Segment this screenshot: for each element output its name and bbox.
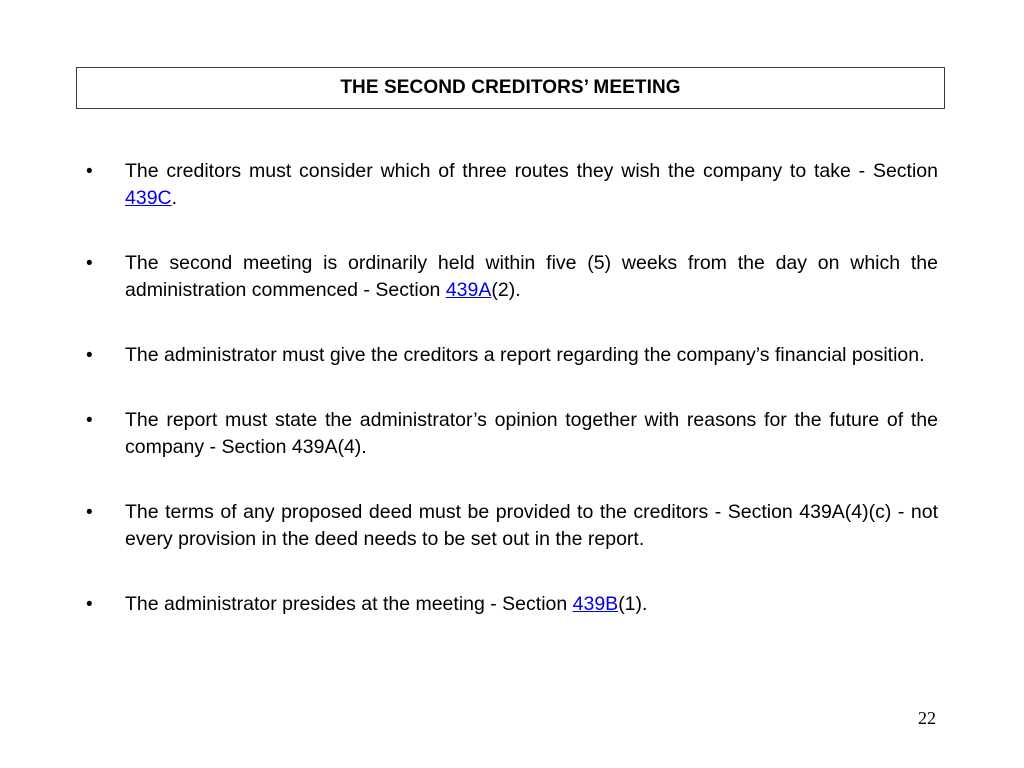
bullet-marker: • <box>86 253 93 274</box>
bullet-marker: • <box>86 410 93 431</box>
bullet-text-1-tail: . <box>171 187 178 209</box>
section-439b-link[interactable]: 439B <box>572 593 619 615</box>
bullet-item-3 <box>86 342 938 369</box>
bullet-list <box>86 158 938 656</box>
bullet-text-2-main: The second meeting is ordinarily held within five (5) weeks from the day on which the administration commenced - Section <box>125 252 938 301</box>
bullet-item-6 <box>86 591 938 618</box>
title-box <box>76 67 945 109</box>
bullet-item-4 <box>86 407 938 461</box>
section-439c-link[interactable]: 439C <box>125 187 172 209</box>
page-number: 22 <box>918 708 936 728</box>
bullet-marker: • <box>86 345 93 366</box>
slide-title: THE SECOND CREDITORS’ MEETING <box>340 77 681 98</box>
bullet-text-6-main: The administrator presides at the meeting - Section <box>125 593 573 615</box>
bullet-text-2 <box>125 250 938 304</box>
bullet-marker: • <box>86 161 93 182</box>
bullet-text-1-main: The creditors must consider which of three routes they wish the company to take - Section <box>125 160 938 182</box>
bullet-text-1 <box>125 158 938 212</box>
bullet-marker: • <box>86 594 93 615</box>
bullet-text-6-tail: (1). <box>618 593 648 615</box>
bullet-marker: • <box>86 502 93 523</box>
bullet-item-2 <box>86 250 938 304</box>
bullet-item-5 <box>86 499 938 553</box>
section-439a-link[interactable]: 439A <box>445 279 492 301</box>
bullet-text-4: The report must state the administrator’s opinion together with reasons for the future of the company - Section 439A(4). <box>125 409 938 458</box>
bullet-text-6 <box>125 591 938 618</box>
bullet-text-2-tail: (2). <box>491 279 521 301</box>
bullet-text-5: The terms of any proposed deed must be provided to the creditors - Section 439A(4)(c) - not every provision in the deed needs to be set out in the report. <box>125 501 938 550</box>
bullet-text-3: The administrator must give the creditors a report regarding the company’s financial position. <box>125 344 925 366</box>
bullet-item-1 <box>86 158 938 212</box>
